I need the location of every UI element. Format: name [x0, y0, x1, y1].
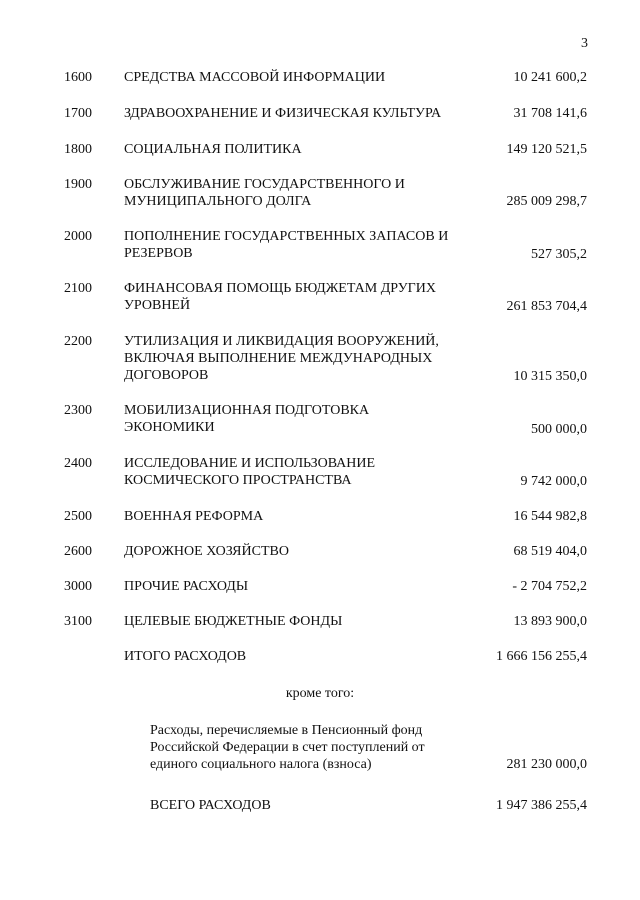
total-label: ИТОГО РАСХОДОВ [124, 649, 247, 664]
table-row [0, 105, 640, 122]
section-name: УТИЛИЗАЦИЯ И ЛИКВИДАЦИЯ ВООРУЖЕНИЙ, ВКЛЮЧАЯ ВЫПОЛНЕНИЕ МЕЖДУНАРОДНЫХ ДОГОВОРОВ [124, 334, 439, 383]
pension-amount-row [0, 756, 640, 773]
section-name: ДОРОЖНОЕ ХОЗЯЙСТВО [124, 544, 289, 559]
section-amount: 31 708 141,6 [513, 106, 587, 121]
section-amount: 261 853 704,4 [506, 299, 587, 314]
section-name: ПОПОЛНЕНИЕ ГОСУДАРСТВЕННЫХ ЗАПАСОВ И РЕЗЕРВОВ [124, 229, 449, 261]
section-code: 1700 [64, 106, 92, 121]
table-row [0, 613, 640, 630]
besides-label: кроме того: [285, 686, 355, 701]
section-code: 2600 [64, 544, 92, 559]
pension-amount: 281 230 000,0 [506, 757, 587, 772]
section-amount: - 2 704 752,2 [512, 579, 587, 594]
table-row [0, 280, 640, 315]
section-code: 2500 [64, 509, 92, 524]
total-row [0, 648, 640, 665]
section-code: 2300 [64, 403, 92, 418]
table-row [0, 333, 640, 385]
section-code: 2000 [64, 229, 92, 244]
section-amount: 10 315 350,0 [513, 369, 587, 384]
grand-total-row [0, 797, 640, 814]
section-amount: 68 519 404,0 [513, 544, 587, 559]
section-name: ВОЕННАЯ РЕФОРМА [124, 509, 264, 524]
table-row [0, 455, 640, 490]
section-name: СОЦИАЛЬНАЯ ПОЛИТИКА [124, 142, 302, 157]
table-row [0, 176, 640, 210]
table-row [0, 543, 640, 560]
section-name: ЗДРАВООХРАНЕНИЕ И ФИЗИЧЕСКАЯ КУЛЬТУРА [124, 106, 442, 121]
section-name: ПРОЧИЕ РАСХОДЫ [124, 579, 249, 594]
section-code: 1900 [64, 177, 92, 192]
section-amount: 9 742 000,0 [520, 474, 587, 489]
section-code: 2400 [64, 456, 92, 471]
page-number: 3 [581, 36, 588, 51]
section-amount: 149 120 521,5 [506, 142, 587, 157]
section-amount: 16 544 982,8 [513, 509, 587, 524]
section-name: МОБИЛИЗАЦИОННАЯ ПОДГОТОВКА ЭКОНОМИКИ [124, 403, 370, 435]
total-amount: 1 666 156 255,4 [496, 649, 587, 664]
section-code: 3000 [64, 579, 92, 594]
section-code: 3100 [64, 614, 92, 629]
section-name: ЦЕЛЕВЫЕ БЮДЖЕТНЫЕ ФОНДЫ [124, 614, 343, 629]
table-row [0, 69, 640, 86]
grand-total-label: ВСЕГО РАСХОДОВ [150, 798, 271, 813]
section-code: 2100 [64, 281, 92, 296]
grand-total-amount: 1 947 386 255,4 [496, 798, 587, 813]
table-row [0, 402, 640, 438]
table-row [0, 508, 640, 525]
pension-text: Расходы, перечисляемые в Пенсионный фонд Российской Федерации в счет поступлений от единого социального налога (взноса) [150, 723, 425, 772]
section-code: 2200 [64, 334, 92, 349]
section-amount: 13 893 900,0 [513, 614, 587, 629]
section-name: ИССЛЕДОВАНИЕ И ИСПОЛЬЗОВАНИЕ КОСМИЧЕСКОГО ПРОСТРАНСТВА [124, 456, 376, 488]
section-amount: 285 009 298,7 [506, 194, 587, 209]
section-name: СРЕДСТВА МАССОВОЙ ИНФОРМАЦИИ [124, 70, 386, 85]
table-row [0, 578, 640, 595]
section-name: ОБСЛУЖИВАНИЕ ГОСУДАРСТВЕННОГО И МУНИЦИПАЛЬНОГО ДОЛГА [124, 177, 405, 209]
section-amount: 10 241 600,2 [513, 70, 587, 85]
section-amount: 500 000,0 [531, 422, 587, 437]
section-code: 1800 [64, 142, 92, 157]
section-name: ФИНАНСОВАЯ ПОМОЩЬ БЮДЖЕТАМ ДРУГИХ УРОВНЕЙ [124, 281, 436, 313]
section-code: 1600 [64, 70, 92, 85]
table-row [0, 141, 640, 158]
section-amount: 527 305,2 [531, 247, 587, 262]
table-row [0, 228, 640, 263]
